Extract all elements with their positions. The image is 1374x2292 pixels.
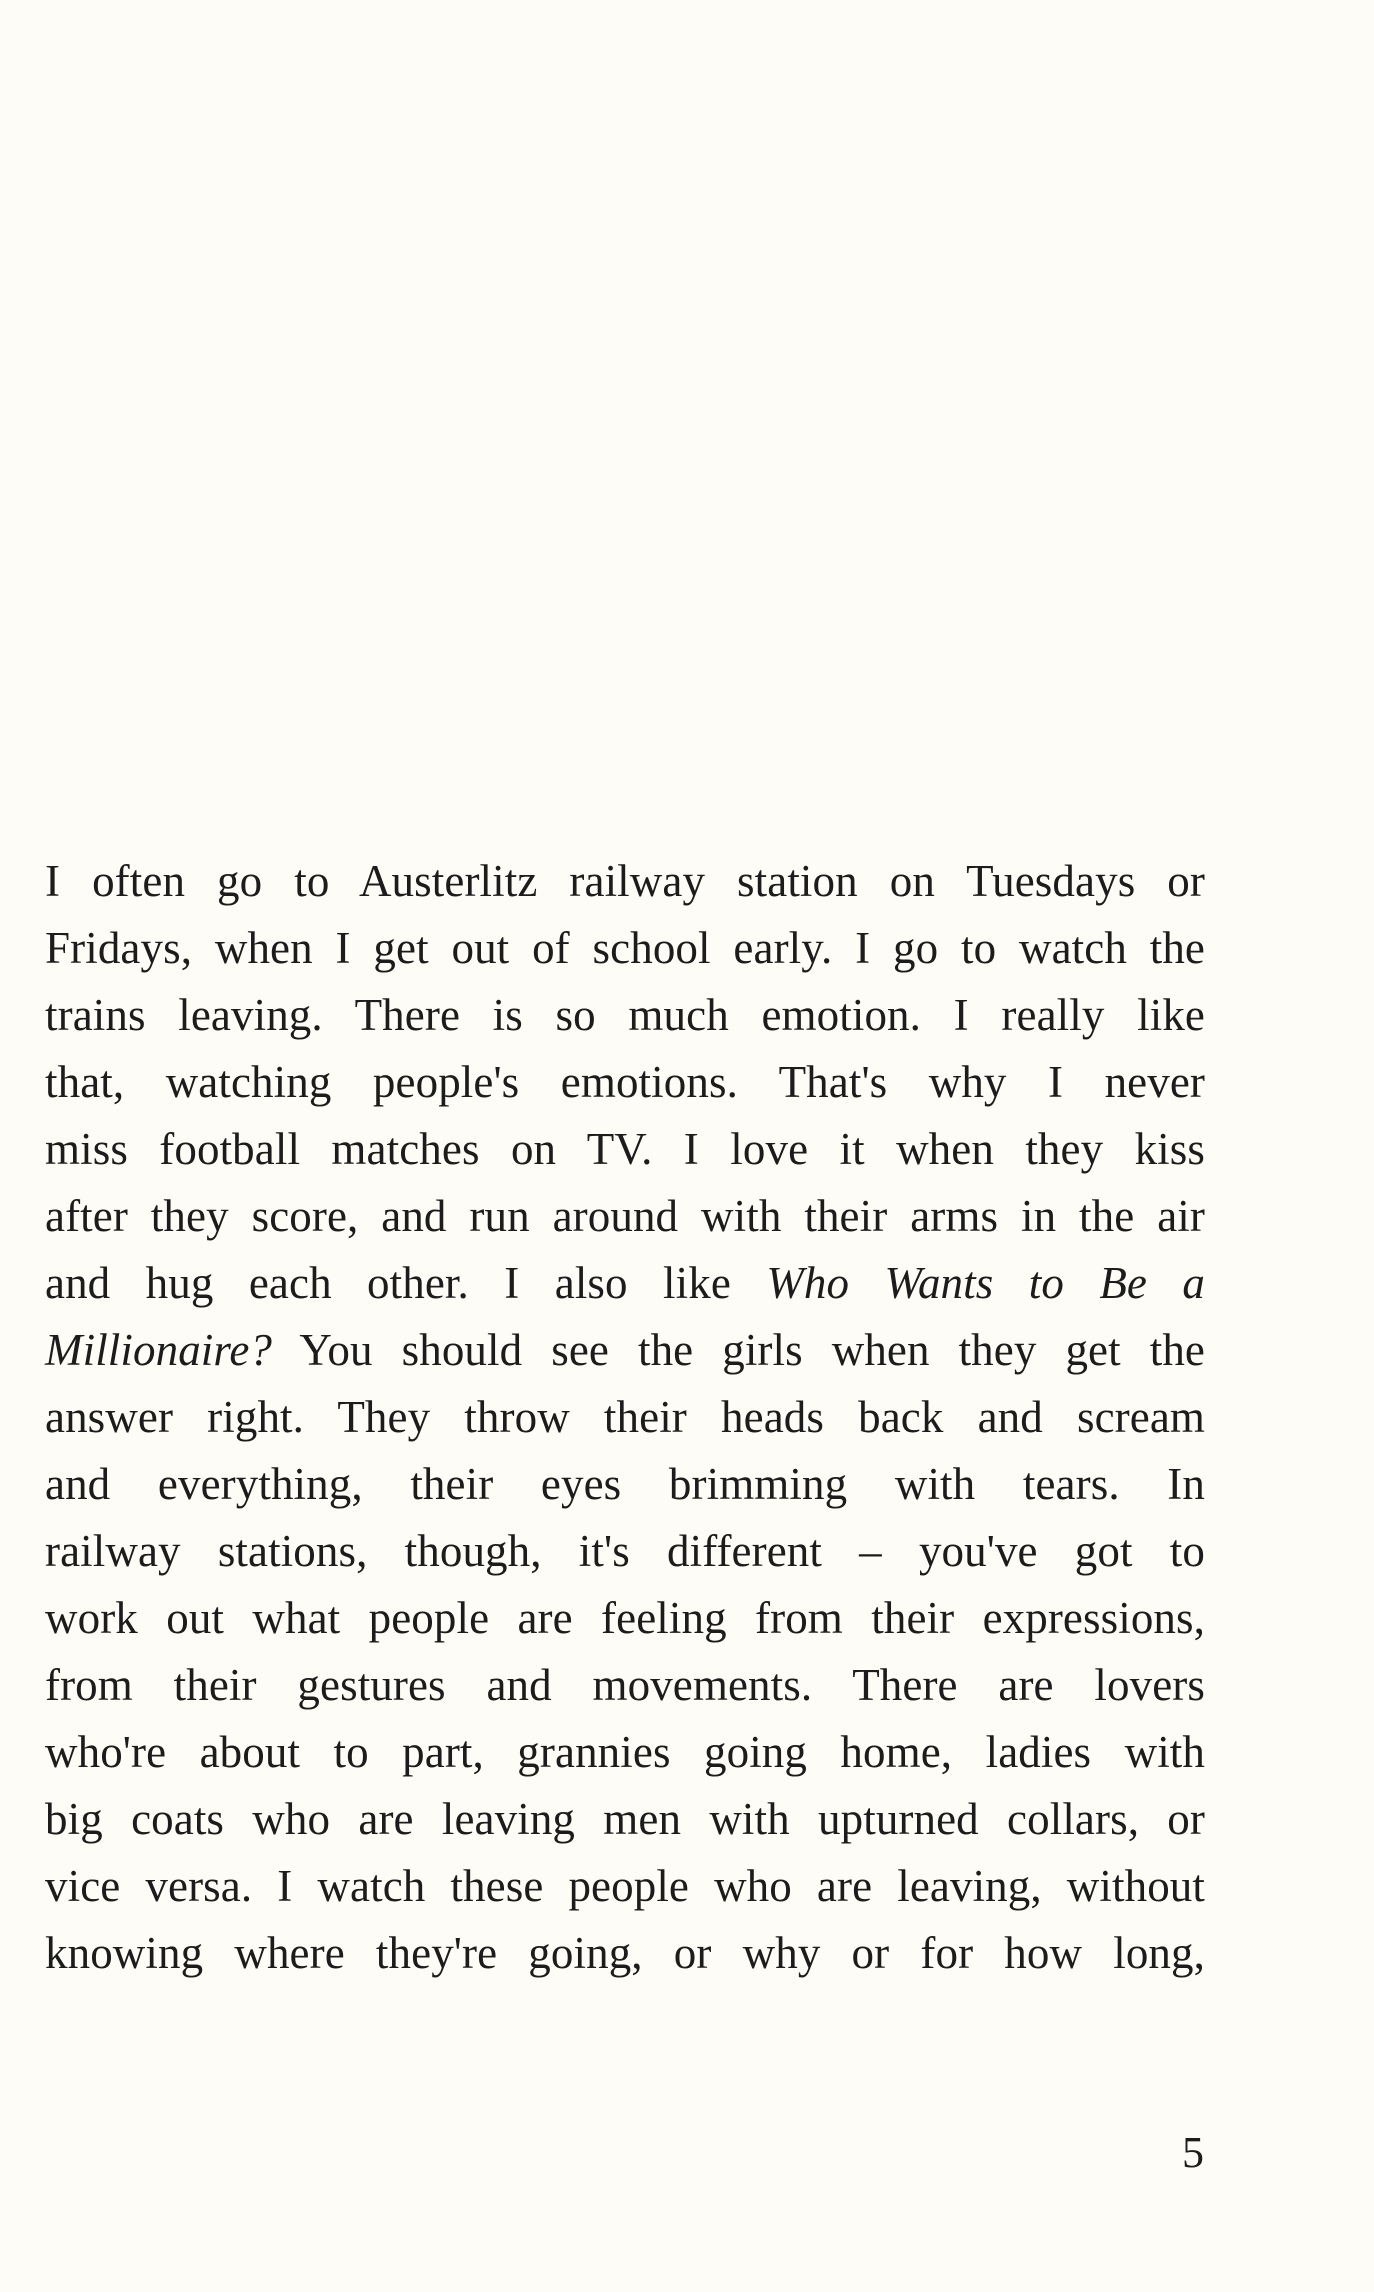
text-line: from their gestures and movements. There are lovers — [45, 1660, 1205, 1710]
italic-title: Millionaire? — [45, 1325, 273, 1375]
text-line: answer right. They throw their heads back and scream — [45, 1392, 1205, 1442]
body-paragraph — [45, 848, 1205, 1987]
text-line: knowing where they're going, or why or for how long, — [45, 1928, 1205, 1978]
text-line — [45, 1250, 1205, 1317]
text-line: I often go to Austerlitz railway station on Tuesdays or — [45, 856, 1205, 906]
text-line: vice versa. I watch these people who are leaving, without — [45, 1861, 1205, 1911]
text-line: Fridays, when I get out of school early. I go to watch the — [45, 923, 1205, 973]
text-line: trains leaving. There is so much emotion. I really like — [45, 990, 1205, 1040]
text-run: You should see the girls when they get the — [272, 1325, 1205, 1375]
page-number: 5 — [1182, 2128, 1204, 2177]
text-line: that, watching people's emotions. That's why I never — [45, 1057, 1205, 1107]
text-line: after they score, and run around with their arms in the air — [45, 1191, 1205, 1241]
text-line: who're about to part, grannies going home, ladies with — [45, 1727, 1205, 1777]
text-line: miss football matches on TV. I love it when they kiss — [45, 1124, 1205, 1174]
text-line: work out what people are feeling from their expressions, — [45, 1593, 1205, 1643]
text-line: railway stations, though, it's different – you've got to — [45, 1526, 1205, 1576]
italic-title: Who Wants to Be a — [766, 1258, 1205, 1308]
text-run: and hug each other. I also like — [45, 1258, 767, 1308]
text-line: and everything, their eyes brimming with tears. In — [45, 1459, 1205, 1509]
text-line — [45, 1317, 1205, 1384]
text-line: big coats who are leaving men with upturned collars, or — [45, 1794, 1205, 1844]
